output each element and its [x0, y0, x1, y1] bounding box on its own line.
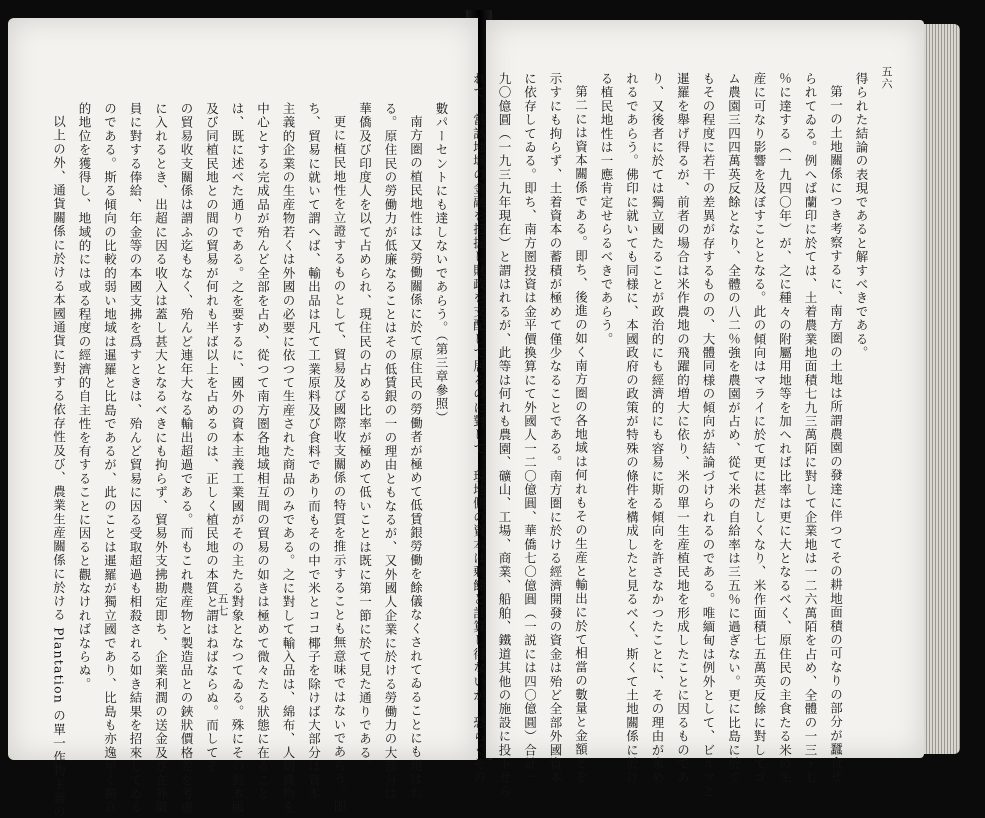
text-line: 九〇億圓（一九三九年現在）と謂はれるが、此等は何れも農園、礦山、工場、商業、船舶、鐵道其他の施設に投下せら	[497, 72, 512, 799]
text-line: 中心とする完成品が殆んど全部を占め、從つて南方圏各地域相互間の貿易の如きは極めて微々たる狀態に在ること	[255, 102, 271, 801]
text-line: のである。斯る傾向の比較的弱い地域は暹羅と比島であるが、此のことは暹羅が獨立國であり、比島も亦逸早く獨立	[102, 102, 118, 815]
text-line: 的地位を獲得し、地域的には或る程度の經濟的自主性を有することに因ると觀なければならぬ。	[77, 102, 92, 692]
text-line: 第二には資本關係である。即ち、後進の如く南方圏の各地域は何れもその生産と輸出に於て相當の數量と金額とを	[573, 84, 589, 784]
text-line: ち、貿易に就いて謂へば、輸出品は凡て工業原料及び食料であり而もその中で米とココ椰子を除けば大部分は資本	[306, 102, 322, 801]
text-line: 及び同植民地との間の貿易が何れも半ば以上を占めるのは、正しく植民地の本質と謂はねばならぬ。而してそ	[204, 102, 220, 774]
text-line: る。原住民の勞働力が低廉なることはその低賃銀の一の理由ともなるが、又外國人企業に於ける勞働力の大部分は	[383, 102, 398, 801]
text-line: る植民地性は一應肯定せらるべきであらう。	[599, 72, 614, 346]
text-line: に入れるとき、出超に因る收入は蓋し甚大となるべきにも拘らず、貿易外支拂勘定即ち、企業利潤の送金及び在外職	[153, 102, 169, 815]
right-page-text	[471, 72, 874, 799]
text-line: 示すにも拘らず、土着資本の蓄積が極めて僅少なることである。南方圏に於ける經濟開發の資金は殆ど全部外國資本	[548, 72, 563, 785]
text-line: に依存してゐる。即ち、南方圏投資は金平價換算にて外國人一二〇億圓、華僑七〇億圓（一説には四〇億圓）合計一	[522, 72, 538, 785]
text-line: れて、當該地域の金融を把握し財政を支配して居るのに對して、現地側の資本は剰餘と計算し得ないが、恐らくその	[471, 72, 487, 785]
page-edges	[924, 24, 960, 754]
left-page-text	[22, 102, 454, 818]
text-line: れるであらう。佛印に就いても同様に、本國政府の政策が特殊の條件を構成したと見るべく、斯くて土地關係に於け	[624, 72, 640, 785]
text-line: の貿易收支關係は謂ふ迄もなく、殆んど連年大なる輸出超過である。而もこれ農産物と製造品との鋏狀價格差を考慮	[179, 102, 194, 815]
text-line: 以上の外、通貨關係に於ける本國通貨に對する依存性及び、農業生産關係に於ける Plantation の單一作物主義の	[51, 114, 67, 818]
text-line: られてゐる。例へば蘭印に於ては、土着農業地面積七九三萬陌に對して企業地は一二六萬陌を占め、全體の一三・七	[803, 72, 818, 785]
page-number: 五六	[880, 66, 893, 90]
right-page	[471, 20, 924, 799]
text-line: 産に可なり影響を及ぼすこととなる。此の傾向はマライに於て更に甚だしくなり、米作面積七五萬英反餘に對してゴ	[752, 72, 767, 785]
text-line: ％に達する（一九四〇年）が、之に種々の附屬用地等を加へれば比率は更に大となるべく、原住民の主食たる米の生	[777, 72, 793, 785]
text-line: 員に對する俸給、年金等の本國支拂を爲すときは、殆んど貿易に因る受取超過も相殺される如き結果を招來してゐる	[128, 102, 143, 815]
text-line: 更に植民地性を立證するものとして、貿易及び國際收支關係の特質を推示することも無意味ではないであらう。即	[332, 114, 347, 814]
text-line: 得られた結論の表現であると解すべきである。	[854, 72, 869, 360]
text-line: 南方圏の植民地性は又勞働關係に於て原住民の勞働者が極めて低賃銀勞働を餘儀なくされてゐることにも現はれ	[408, 114, 424, 800]
text-line: 數パーセントにも達しないであらう。（第三章參照）	[434, 102, 449, 425]
left-page	[8, 18, 478, 818]
text-line: り、又後者に於ては獨立國たることが政治的にも經濟的にも容易に斯る傾向を許さなかつたことに、その理由が求め	[650, 72, 665, 785]
text-line: 暹羅を舉げ得るが、前者の場合は米作農地の飛躍的増大に依り、米の單一生産植民地を形成したことに因るものであ	[675, 72, 691, 785]
page-number: 五七	[216, 593, 229, 617]
text-line: もその程度に若干の差異が存するものの、大體同様の傾向が結論づけられるのである。唯緬甸は例外として、ビルマと	[701, 72, 716, 799]
text-line: ム農園三四四萬英反餘となり、全體の八二％強を農園が占め、從て米の自給率は三五％に過ぎない。更に比島に於て	[726, 72, 742, 785]
text-line: は、既に述べた通りである。之を要するに、國外の資本主義工業國がその主たる對象となつてゐる。殊にその對本國	[230, 102, 245, 815]
text-line: 華僑及び印度人を以て占められ、現住民の占める比率が極めて低いことは既に第一節に於て見た通りである。	[357, 102, 373, 774]
text-line: 第一の土地關係につき考察するに、南方圏の土地は所謂農園の發達に伴つてその耕地面積の可なりの部分が蠶食せ	[828, 84, 844, 784]
text-line: 主義的企業の生産物若くは外國の必要に依つて生産された商品のみである。之に對して輸入品は、綿布、人絹織物を	[281, 102, 296, 815]
